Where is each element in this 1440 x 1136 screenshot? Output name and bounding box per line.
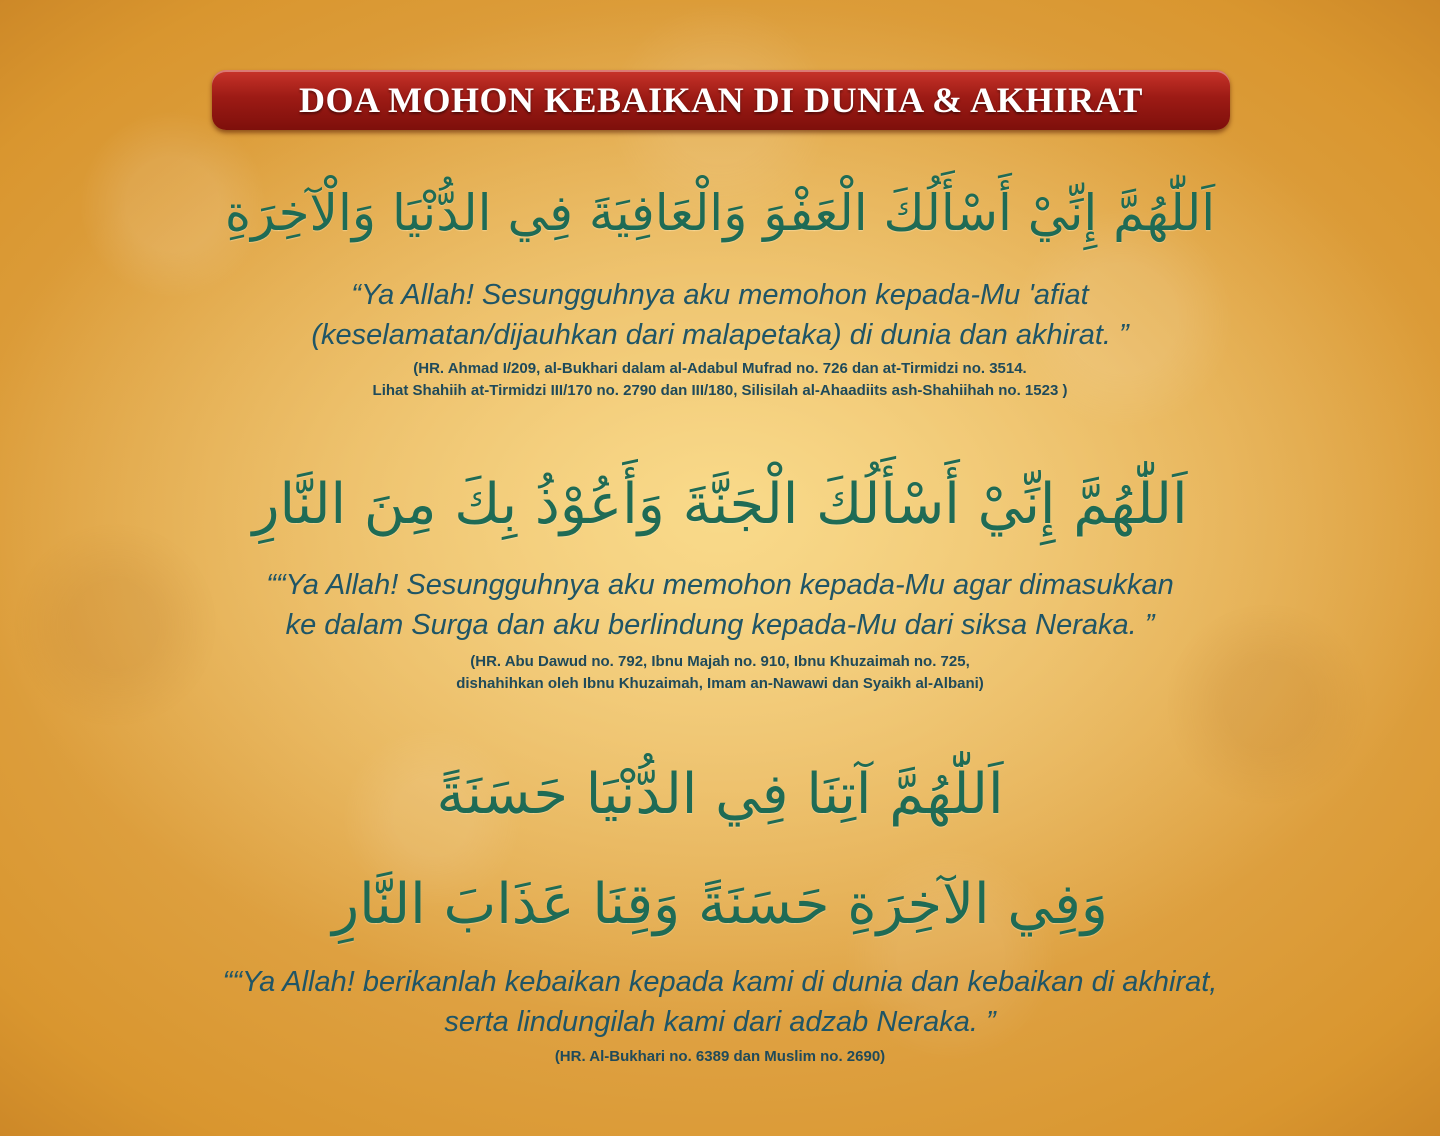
prayer-1-translation-line-2: (keselamatan/dijauhkan dari malapetaka) di dunia dan akhirat. ”: [311, 319, 1129, 351]
prayer-2-translation-line-2: ke dalam Surga dan aku berlindung kepada-Mu dari siksa Neraka. ”: [285, 609, 1155, 641]
prayer-3-reference-line-1: (HR. Al-Bukhari no. 6389 dan Muslim no. 2690): [554, 1048, 886, 1065]
prayer-2-reference-line-1: (HR. Abu Dawud no. 792, Ibnu Majah no. 910, Ibnu Khuzaimah no. 725,: [470, 653, 970, 670]
prayer-2-reference-line-2: dishahihkan oleh Ibnu Khuzaimah, Imam an-Nawawi dan Syaikh al-Albani): [456, 675, 984, 692]
prayer-2-reference: [0, 651, 1440, 695]
page-title: DOA MOHON KEBAIKAN DI DUNIA & AKHIRAT: [299, 80, 1143, 120]
prayer-3-reference: [0, 1046, 1440, 1068]
prayer-2-arabic-line: اَللّٰهُمَّ إِنِّيْ أَسْأَلُكَ الْجَنَّةَ وَأَعُوْذُ بِكَ مِنَ النَّارِ: [252, 472, 1188, 537]
prayer-1-translation-line-1: “Ya Allah! Sesungguhnya aku memohon kepada-Mu 'afiat: [351, 279, 1089, 311]
prayer-2-translation-line-1: ““Ya Allah! Sesungguhnya aku memohon kepada-Mu agar dimasukkan: [266, 569, 1174, 601]
prayer-3-translation-line-2: serta lindungilah kami dari adzab Neraka. ”: [444, 1006, 996, 1038]
prayer-1-reference-line-2: Lihat Shahiih at-Tirmidzi III/170 no. 2790 dan III/180, Silisilah al-Ahaadiits ash-Shahiihah no. 1523 ): [372, 382, 1068, 399]
prayer-1-arabic-line: اَللّٰهُمَّ إِنِّيْ أَسْأَلُكَ الْعَفْوَ وَالْعَافِيَةَ فِي الدُّنْيَا وَالْآخِرَةِ: [224, 184, 1216, 242]
prayer-3-arabic-line-1: اَللّٰهُمَّ آتِنَا فِي الدُّنْيَا حَسَنَةً: [436, 762, 1004, 827]
prayer-3-translation-line-1: ““Ya Allah! berikanlah kebaikan kepada kami di dunia dan kebaikan di akhirat,: [222, 966, 1218, 998]
prayer-3-arabic: [0, 740, 1440, 960]
prayer-1-reference-line-1: (HR. Ahmad I/209, al-Bukhari dalam al-Adabul Mufrad no. 726 dan at-Tirmidzi no. 3514.: [413, 360, 1027, 377]
prayer-3-translation: [0, 962, 1440, 1042]
prayer-1-arabic: [0, 168, 1440, 258]
prayer-1-translation: [0, 275, 1440, 355]
prayer-2-translation: [0, 565, 1440, 645]
prayer-1-reference: [0, 358, 1440, 402]
title-banner: [212, 70, 1230, 130]
prayer-2-arabic: [0, 455, 1440, 555]
prayer-3-arabic-line-2: وَفِي الآخِرَةِ حَسَنَةً وَقِنَا عَذَابَ النَّارِ: [332, 872, 1108, 937]
